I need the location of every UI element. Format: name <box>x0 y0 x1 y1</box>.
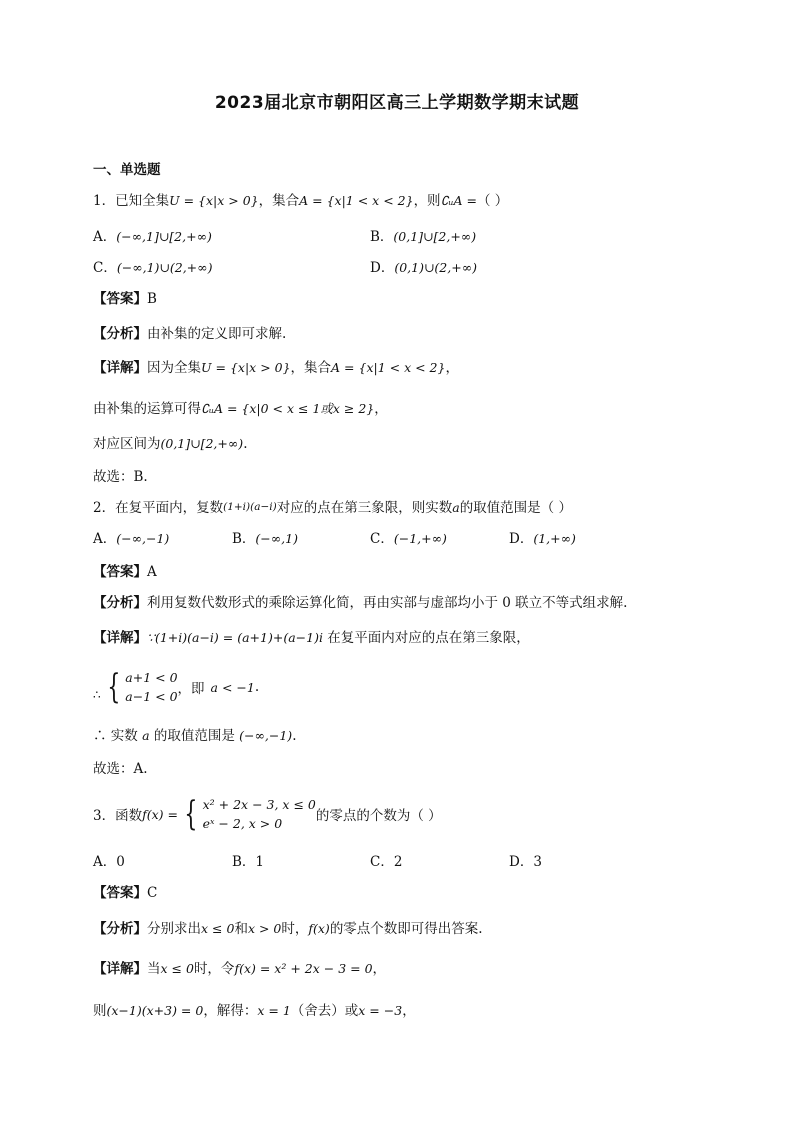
q3-fx: f(x) = <box>142 806 178 822</box>
q3-stem-text: 3．函数 <box>93 808 143 824</box>
q3-detail-1-m2: f(x) = x² + 2x − 3 = 0 <box>234 961 373 976</box>
q1-detail-1-text: 因为全集 <box>147 360 201 376</box>
q3-detail-2-text2: （舍去）或 <box>290 1003 359 1019</box>
q1-option-d-value: (0,1)∪(2,+∞) <box>394 260 478 275</box>
q3-option-a: A．0 <box>93 854 125 870</box>
q3-detail-1-m1: x ≤ 0 <box>160 961 194 976</box>
detail-label: 【详解】 <box>93 360 147 376</box>
q2-range-math: (−∞,−1) <box>239 728 293 743</box>
left-brace: { <box>106 667 120 707</box>
q2-case-2: a−1 < 0 <box>125 689 178 704</box>
q3-detail-2-m3: x = −3 <box>358 1003 403 1018</box>
q3-analysis-end: 的零点个数即可得出答案. <box>329 921 483 937</box>
q1-detail-2-math: ∁ᵤA = {x|0 < x ≤ 1或x ≥ 2} <box>201 401 375 416</box>
q2-then-end: . <box>254 679 260 695</box>
q3-detail-1-pre: 当 <box>147 961 161 977</box>
q3-answer <box>93 884 157 902</box>
q3-option-c: C．2 <box>370 854 403 870</box>
q1-analysis-text: 由补集的定义即可求解. <box>147 326 287 342</box>
q2-stem-text3: 的取值范围是（ ） <box>459 500 572 516</box>
q2-analysis-text: 利用复数代数形式的乘除运算化简，再由实部与虚部均小于 0 联立不等式组求解. <box>147 595 628 611</box>
q1-answer-value: B <box>147 291 157 307</box>
q3-analysis-pre: 分别求出 <box>147 921 201 937</box>
page-title: 2023届北京市朝阳区高三上学期数学期末试题 <box>214 93 580 113</box>
q2-answer-value: A <box>147 564 157 580</box>
answer-label: 【答案】 <box>93 885 147 901</box>
q3-analysis-time: 时， <box>281 921 309 937</box>
q2-expr: (1+i)(a−i) <box>223 501 277 513</box>
q1-complement: ∁ᵤA = <box>440 193 477 208</box>
q1-choose: 故选：B. <box>93 469 148 485</box>
q3-detail-2 <box>93 1002 416 1020</box>
q1-detail-2-text: 由补集的运算可得 <box>93 401 201 417</box>
q3-detail-1 <box>93 960 386 978</box>
q3-detail-2-pre: 则 <box>93 1003 107 1019</box>
section-heading: 一、单选题 <box>93 162 161 178</box>
q1-analysis <box>93 325 286 343</box>
q3-analysis-and: 和 <box>234 921 248 937</box>
q1-detail-1-a: A = {x|1 < x < 2} <box>331 360 446 375</box>
q2-option-c-label: C． <box>370 531 394 547</box>
q3-detail-2-m2: x = 1 <box>257 1003 291 1018</box>
q3-option-b: B．1 <box>232 854 265 870</box>
q2-range-mid: 的取值范围是 <box>153 728 235 744</box>
q1-option-d-label: D． <box>370 260 395 276</box>
q2-choose: 故选：A. <box>93 761 148 777</box>
q2-option-a-label: A． <box>93 531 117 547</box>
q1-answer <box>93 290 157 308</box>
q3-detail-2-text: ，解得： <box>203 1003 258 1019</box>
q1-option-b-value: (0,1]∪[2,+∞) <box>393 229 477 244</box>
detail-label: 【详解】 <box>93 630 147 646</box>
q1-option-c-label: C． <box>93 260 117 276</box>
q1-detail-1-mid: ，集合 <box>290 360 332 376</box>
q3-option-d: D．3 <box>509 854 542 870</box>
q1-set-u: U = {x|x > 0} <box>169 193 259 208</box>
q1-stem-mid2: ，则 <box>413 193 441 209</box>
q3-stem-text2: 的零点的个数为（ ） <box>315 808 442 824</box>
q2-analysis <box>93 594 627 612</box>
q1-stem-text: 1．已知全集 <box>93 193 170 209</box>
q3-cases <box>203 795 316 833</box>
answer-label: 【答案】 <box>93 564 147 580</box>
q2-answer <box>93 563 157 581</box>
q1-option-a <box>93 228 212 246</box>
q1-set-a: A = {x|1 < x < 2} <box>299 193 414 208</box>
q2-then: ，即 <box>177 681 205 697</box>
q1-stem-tail: （ ） <box>476 193 509 209</box>
q2-option-d <box>509 530 576 548</box>
q2-option-c-value: (−1,+∞) <box>393 531 447 546</box>
q3-analysis-m1: x ≤ 0 <box>201 921 235 936</box>
q2-range-a: a <box>142 728 150 743</box>
q2-detail-1-math: ∵(1+i)(a−i) = (a+1)+(a−1)i <box>147 630 323 645</box>
q1-stem-mid: ，集合 <box>258 193 300 209</box>
q1-option-c-value: (−∞,1)∪(2,+∞) <box>116 260 213 275</box>
q1-option-b <box>370 228 476 246</box>
q1-option-c <box>93 259 212 277</box>
q2-detail-1-text: 在复平面内对应的点在第三象限， <box>327 630 530 646</box>
q1-detail-2 <box>93 400 388 418</box>
q3-case-2: eˣ − 2, x > 0 <box>202 816 283 831</box>
q1-option-a-value: (−∞,1]∪[2,+∞) <box>116 229 212 244</box>
q2-case-1: a+1 < 0 <box>125 670 178 685</box>
q2-option-d-label: D． <box>509 531 534 547</box>
q1-detail-1 <box>93 359 459 377</box>
left-brace: { <box>184 794 198 834</box>
q2-option-b-label: B． <box>232 531 256 547</box>
q3-detail-2-end: ， <box>402 1003 416 1019</box>
analysis-label: 【分析】 <box>93 921 147 937</box>
q3-detail-1-end: ， <box>372 961 387 977</box>
q2-option-a-value: (−∞,−1) <box>116 531 170 546</box>
q2-range <box>93 727 296 745</box>
q3-stem <box>93 795 442 833</box>
q1-option-a-label: A． <box>93 229 117 245</box>
analysis-label: 【分析】 <box>93 326 147 342</box>
q1-option-b-label: B． <box>370 229 394 245</box>
q3-analysis-m2: x > 0 <box>247 921 282 936</box>
detail-label: 【详解】 <box>93 961 147 977</box>
q1-option-d <box>370 259 477 277</box>
q2-stem <box>93 498 572 517</box>
q1-detail-3-math: (0,1]∪[2,+∞) <box>160 436 244 451</box>
q2-stem-text2: 对应的点在第三象限，则实数 <box>276 500 453 516</box>
q3-case-1: x² + 2x − 3, x ≤ 0 <box>202 797 316 812</box>
therefore-symbol: ∴ <box>93 688 101 702</box>
q3-detail-1-text: 时，令 <box>193 961 235 977</box>
q2-option-b-value: (−∞,1) <box>255 531 298 546</box>
q3-analysis-m3: f(x) <box>308 921 330 936</box>
q2-option-b <box>232 530 298 548</box>
q2-cases <box>125 668 177 706</box>
q2-then-math: a < −1 <box>210 679 255 695</box>
q2-option-a <box>93 530 169 548</box>
q2-option-d-value: (1,+∞) <box>533 531 576 546</box>
q1-detail-3-end: . <box>243 436 248 452</box>
q2-range-pre: ∴ 实数 <box>93 728 138 744</box>
q2-detail-1 <box>93 629 530 647</box>
q2-range-end: . <box>292 728 297 744</box>
q2-var-a: a <box>452 500 460 515</box>
q1-detail-1-end: ， <box>445 360 459 376</box>
q1-detail-3 <box>93 435 247 453</box>
q2-stem-text: 2．在复平面内，复数 <box>93 500 224 516</box>
q1-stem <box>93 192 508 210</box>
q3-analysis <box>93 920 483 938</box>
q2-option-c <box>370 530 447 548</box>
q1-detail-2-end: ， <box>374 401 388 417</box>
q3-detail-2-m1: (x−1)(x+3) = 0 <box>106 1003 204 1018</box>
q1-detail-3-text: 对应区间为 <box>93 436 161 452</box>
answer-label: 【答案】 <box>93 291 147 307</box>
analysis-label: 【分析】 <box>93 595 147 611</box>
q3-answer-value: C <box>147 885 158 901</box>
q1-detail-1-u: U = {x|x > 0} <box>201 360 291 375</box>
q2-case-system <box>93 668 259 706</box>
